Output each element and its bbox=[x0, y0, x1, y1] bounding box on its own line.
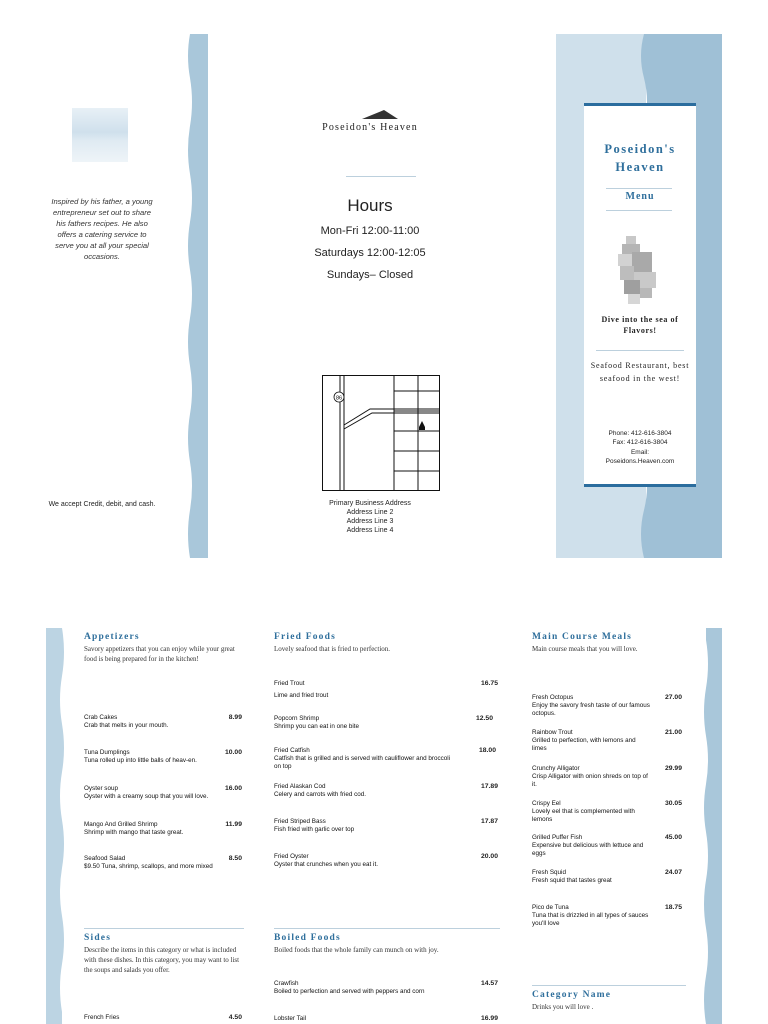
payment-text: We accept Credit, debit, and cash. bbox=[48, 501, 156, 508]
item-desc: Grilled to perfection, with lemons and limes bbox=[532, 737, 636, 753]
item-price: 16.99 bbox=[480, 1015, 498, 1022]
item-desc: Tuna that is drizzled in all types of sauces you'll love bbox=[532, 912, 649, 928]
item-name: Crunchy Alligator bbox=[532, 765, 580, 772]
item-desc: Crab that melts in your mouth. bbox=[84, 722, 169, 730]
cover-title-line2: Heaven bbox=[615, 160, 665, 175]
item-name: Oyster soup bbox=[84, 785, 118, 792]
item-desc: Expensive but delicious with lettuce and eggs bbox=[532, 842, 644, 858]
section-divider bbox=[532, 985, 686, 986]
item-desc: Catfish that is grilled and is served with cauliflower and broccoli on top bbox=[274, 755, 451, 771]
item-name: Fried Alaskan Cod bbox=[274, 783, 326, 790]
address-line-3: Address Line 3 bbox=[346, 518, 394, 525]
item-name: Fried Striped Bass bbox=[274, 818, 326, 825]
ocean-photo bbox=[72, 108, 128, 162]
menu-item bbox=[532, 765, 652, 790]
menu-item bbox=[84, 785, 214, 801]
item-name: Seafood Salad bbox=[84, 855, 126, 862]
item-name: Crab Cakes bbox=[84, 714, 118, 721]
item-price: 29.99 bbox=[664, 765, 682, 772]
menu-item bbox=[532, 869, 652, 885]
item-name: Fried Catfish bbox=[274, 747, 310, 754]
brand-name-top: Poseidon's Heaven bbox=[322, 122, 418, 133]
menu-item bbox=[532, 694, 652, 719]
item-price: 21.00 bbox=[664, 729, 682, 736]
item-name: Rainbow Trout bbox=[532, 729, 573, 736]
hours-title: Hours bbox=[347, 196, 393, 215]
item-desc: Lovely eel that is complemented with lemons bbox=[532, 808, 635, 824]
menu-item bbox=[274, 980, 454, 996]
item-desc: Oyster that crunches when you eat it. bbox=[274, 861, 378, 869]
menu-item bbox=[274, 715, 454, 731]
menu-item bbox=[84, 821, 214, 837]
menu-item bbox=[274, 1015, 454, 1023]
item-name: Fresh Octopus bbox=[532, 694, 574, 701]
section-divider bbox=[84, 928, 244, 929]
address-line-2: Address Line 2 bbox=[346, 509, 394, 516]
email-label: Email: bbox=[630, 448, 650, 456]
item-price: 45.00 bbox=[664, 834, 682, 841]
drinks-description: Drinks you will love . bbox=[532, 1003, 594, 1011]
bottom-right-wave-band bbox=[702, 628, 722, 1024]
item-price: 16.75 bbox=[480, 680, 498, 687]
item-price: 4.50 bbox=[228, 1014, 242, 1021]
appetizers-description: Savory appetizers that you can enjoy while your great food is being prepared for in the kitchen! bbox=[84, 645, 235, 664]
item-desc: $9.50 Tuna, shrimp, scallops, and more mixed bbox=[84, 863, 213, 871]
roof-logo-icon bbox=[358, 108, 402, 120]
item-price: 17.89 bbox=[480, 783, 498, 790]
item-name: Fresh Squid bbox=[532, 869, 566, 876]
menu-item bbox=[84, 855, 214, 871]
menu-item bbox=[84, 1014, 214, 1022]
cover-menu-label: Menu bbox=[625, 191, 655, 202]
item-price: 16.00 bbox=[224, 785, 242, 792]
fax: Fax: 412-616-3804 bbox=[612, 439, 668, 447]
item-name: Mango And Grilled Shrimp bbox=[84, 821, 158, 828]
cover-tagline: Dive into the sea of Flavors! bbox=[601, 315, 679, 335]
boiled-description: Boiled foods that the whole family can munch on with joy. bbox=[274, 946, 439, 954]
sides-title: Sides bbox=[84, 933, 112, 943]
item-desc: Lime and fried trout bbox=[274, 692, 329, 700]
item-name: Crispy Eel bbox=[532, 800, 561, 807]
menu-item bbox=[274, 853, 454, 869]
left-wave-band bbox=[186, 34, 208, 558]
divider bbox=[346, 176, 416, 177]
item-desc: Enjoy the savory fresh taste of our famous octopus. bbox=[532, 702, 650, 718]
item-name: French Fries bbox=[84, 1014, 120, 1021]
item-price: 24.07 bbox=[664, 869, 682, 876]
item-desc: Tuna rolled up into little balls of heav-en. bbox=[84, 757, 197, 765]
item-name: Fried Trout bbox=[274, 680, 305, 687]
item-price: 17.87 bbox=[480, 818, 498, 825]
item-price: 18.00 bbox=[478, 747, 496, 754]
fried-title: Fried Foods bbox=[274, 632, 337, 642]
item-name: Fried Oyster bbox=[274, 853, 309, 860]
item-name: Popcorn Shrimp bbox=[274, 715, 320, 722]
email: Poseidons.Heaven.com bbox=[605, 458, 675, 466]
phone: Phone: 412-616-3804 bbox=[608, 430, 672, 437]
menu-item bbox=[274, 783, 454, 799]
bottom-left-wave-band bbox=[46, 628, 66, 1024]
hours-saturday: Saturdays 12:00-12:05 bbox=[314, 247, 426, 259]
item-desc: Shrimp with mango that taste great. bbox=[84, 829, 184, 837]
cover-divider-3 bbox=[596, 350, 684, 351]
address-line-4: Address Line 4 bbox=[346, 527, 394, 534]
menu-item bbox=[274, 680, 454, 700]
hours-sunday: Sundays– Closed bbox=[326, 269, 414, 281]
menu-item bbox=[532, 800, 652, 825]
route-label: 86 bbox=[335, 395, 343, 402]
menu-item bbox=[532, 729, 652, 754]
item-price: 12.50 bbox=[475, 715, 493, 722]
item-name: Crawfish bbox=[274, 980, 299, 987]
item-price: 14.57 bbox=[480, 980, 498, 987]
cover-divider-2 bbox=[606, 210, 672, 211]
item-price: 18.75 bbox=[664, 904, 682, 911]
main-description: Main course meals that you will love. bbox=[532, 645, 638, 653]
drinks-title: Category Name bbox=[532, 990, 612, 1000]
item-desc: Fish fried with garlic over top bbox=[274, 826, 355, 834]
item-name: Tuna Dumplings bbox=[84, 749, 130, 756]
item-price: 8.50 bbox=[228, 855, 242, 862]
item-price: 20.00 bbox=[480, 853, 498, 860]
cover-title bbox=[584, 140, 696, 176]
cover-contact bbox=[588, 429, 692, 467]
boiled-title: Boiled Foods bbox=[274, 933, 341, 943]
item-desc: Crisp Alligator with onion shreds on top of it. bbox=[532, 773, 648, 789]
seahorse-logo-icon bbox=[614, 236, 660, 306]
sides-description: Describe the items in this category or what is included with these dishes. In this category, you may want to list the soups and salads you offer. bbox=[84, 946, 240, 975]
menu-item bbox=[274, 818, 454, 834]
address-line-1: Primary Business Address bbox=[329, 500, 411, 507]
item-price: 11.99 bbox=[225, 821, 242, 828]
section-divider bbox=[274, 928, 500, 929]
location-map bbox=[322, 375, 440, 491]
appetizers-title: Appetizers bbox=[84, 632, 140, 642]
item-desc: Shrimp you can eat in one bite bbox=[274, 723, 360, 731]
menu-item bbox=[84, 749, 214, 765]
cover-description: Seafood Restaurant, best seafood in the west! bbox=[590, 361, 690, 383]
cover-title-line1: Poseidon's bbox=[604, 142, 676, 156]
item-name: Lobster Tail bbox=[274, 1015, 307, 1022]
fried-description: Lovely seafood that is fried to perfection. bbox=[274, 645, 391, 653]
menu-item bbox=[532, 904, 652, 929]
item-name: Pico de Tuna bbox=[532, 904, 569, 911]
item-price: 27.00 bbox=[664, 694, 682, 701]
cover-divider bbox=[606, 188, 672, 189]
item-price: 30.05 bbox=[664, 800, 682, 807]
item-price: 8.99 bbox=[228, 714, 242, 721]
item-name: Grilled Puffer Fish bbox=[532, 834, 583, 841]
item-desc: Celery and carrots with fried cod. bbox=[274, 791, 367, 799]
item-desc: Oyster with a creamy soup that you will love. bbox=[84, 793, 209, 801]
intro-text: Inspired by his father, a young entrepreneur set out to share his fathers recipes. He also offers a catering service to serve you at all your special occasions. bbox=[51, 197, 153, 261]
menu-item bbox=[84, 714, 214, 730]
item-desc: Fresh squid that tastes great bbox=[532, 877, 612, 885]
menu-item bbox=[274, 747, 454, 772]
main-title: Main Course Meals bbox=[532, 632, 633, 642]
menu-item bbox=[532, 834, 652, 859]
item-price: 10.00 bbox=[224, 749, 242, 756]
item-desc: Boiled to perfection and served with peppers and corn bbox=[274, 988, 425, 996]
hours-weekdays: Mon-Fri 12:00-11:00 bbox=[320, 225, 420, 237]
